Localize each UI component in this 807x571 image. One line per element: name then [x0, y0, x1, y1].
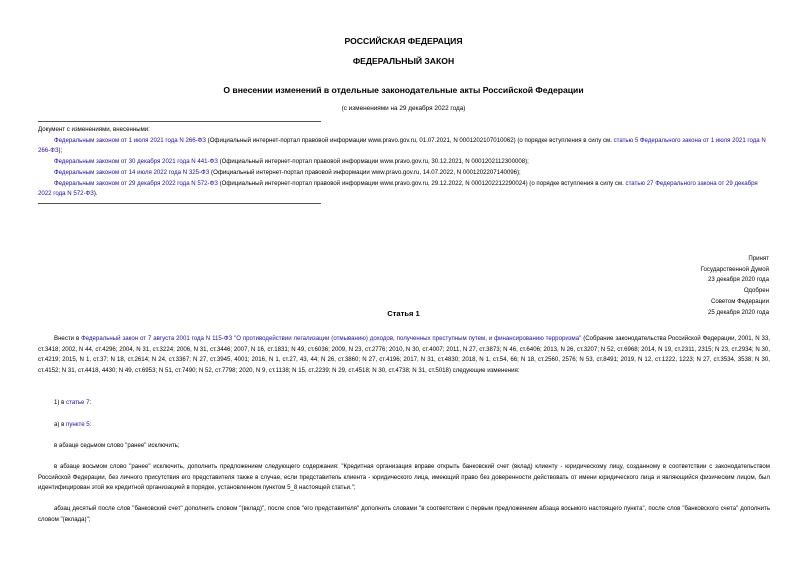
item-text: : [89, 421, 92, 428]
law-115-link[interactable]: Федеральный закон от 7 августа 2001 года N 115-ФЗ "О противодействии легализации (отмыванию) доходов, полученных преступным путем, и финансированию терроризма" [81, 335, 582, 342]
article-item-a [38, 420, 770, 431]
change-item [38, 136, 770, 157]
change-effect-link[interactable]: статью 5 Федерального закона от 1 июля 2021 года N 266-ФЗ [38, 136, 766, 155]
article-abzac-10 [38, 504, 770, 525]
document-title: О внесении изменений в отдельные законодательные акты Российской Федерации [223, 85, 584, 95]
approved-by: Советом Федерации [710, 297, 769, 305]
article-7-link[interactable]: статье 7 [66, 399, 90, 406]
country-heading: РОССИЙСКАЯ ФЕДЕРАЦИЯ [344, 36, 463, 46]
paragraph-text: в абзаце седьмом слово "ранее" исключить; [54, 442, 180, 449]
accepted-label: Принят [748, 255, 769, 262]
change-item [38, 157, 770, 168]
changes-block [38, 125, 770, 200]
divider-top [38, 121, 321, 122]
approved-label: Одобрен [743, 287, 769, 295]
change-link[interactable]: Федеральным законом от 30 декабря 2021 года N 441-ФЗ [54, 158, 218, 166]
divider-bottom [38, 203, 321, 204]
change-text: (Официальный интернет-портал правовой информации www.pravo.gov.ru, 14.07.2022, N 0001202207140096); [209, 168, 521, 176]
change-tail: ); [58, 147, 63, 155]
article-paragraph-1 [38, 334, 770, 377]
paragraph-text: абзац десятый после слов "банковский счет" дополнить словом "(вклад)", после слов "его представителя" дополнить словами "в соответствии с первым предложением абзаца восьмого настоящего пункта", после слов "банковского счета" дополнить словом "(вклада)"; [38, 505, 770, 523]
paragraph-text: в абзаце восьмом слово "ранее" исключить, дополнить предложением следующего содержания: "Кредитная организация вправе открыть банковский счет (вклад) клиенту - юридическому лицу, созданному в соответствии с законодательством Российской Федерации, без личного присутствия его представителя также в случае, если представитель клиента - юридического лица, имеющий право без доверенности действовать от имени юридического лица и являющийся физическим лицом, был идентифицирован этой же кредитной организацией в порядке, установленном пунктом 5_8 настоящей статьи."; [38, 463, 770, 492]
item-text: 1) в [54, 399, 67, 406]
change-link[interactable]: Федеральным законом от 29 декабря 2022 года N 572-ФЗ [54, 179, 218, 187]
change-link[interactable]: Федеральным законом от 1 июля 2021 года N 266-ФЗ [54, 136, 206, 144]
change-item [38, 179, 770, 200]
item-text: а) в [54, 421, 67, 428]
change-tail: ). [93, 190, 98, 198]
law-type-heading: ФЕДЕРАЛЬНЫЙ ЗАКОН [352, 56, 455, 66]
change-text: (Официальный интернет-портал правовой информации www.pravo.gov.ru, 29.12.2022, N 0001202212290024) (о порядке вступления в силу см. [217, 179, 626, 187]
document-subtitle: (с изменениями на 29 декабря 2022 года) [341, 105, 466, 112]
change-item [38, 168, 770, 179]
article-abzac-7 [38, 441, 770, 452]
article-title: Статья 1 [387, 309, 420, 318]
change-text: (Официальный интернет-портал правовой информации www.pravo.gov.ru, 30.12.2021, N 0001202112300008); [217, 158, 529, 166]
accepted-by: Государственной Думой [700, 265, 769, 273]
changes-intro: Документ с изменениями, внесенными: [38, 126, 150, 133]
paragraph-text: (Собрание законодательства Российской Федерации, 2001, N 33, ст.3418; 2002, N 44, ст.4296; 2004, N 31, ст.3224; 2006, N 31, ст.3446; 2007, N 16, ст.1831; N 49, ст.6036; 2009, N 23, ст.2776; 2010, N 30, ст.4007; 2011, N 27, ст.3873; N 46, ст.6406; 2013, N 26, ст.3207; N 52, ст.6968; 2014, N 19, ст.2311, 2315; N 23, ст.2934; N 30, ст.4219; 2015, N 1, ст.37; N 18, ст.2614; N 24, ст.3367; N 27, ст.3945, 4001; 2016, N 1, ст.27, 43, 44; N 26, ст.3860; N 27, ст.4196; 2017, N 31, ст.4830; 2018, N 1, ст.54, 66; N 18, ст.2560, 2576; N 53, ст.8491; 2019, N 12, ст.1222, 1223; N 27, ст.3534, 3538; N 30, ст.4152; N 31, ст.4418, 4430; N 49, ст.6953; N 51, ст.7490; N 52, ст.7798; 2020, N 9, ст.1138; N 15, ст.2239; N 29, ст.4518; N 30, ст.4738; N 31, ст.5018) следующие изменения: [38, 335, 770, 375]
change-link[interactable]: Федеральным законом от 14 июля 2022 года N 325-ФЗ [54, 168, 210, 176]
change-effect-link[interactable]: статью 27 Федерального закона от 29 декабря 2022 года N 572-ФЗ [38, 179, 758, 198]
approved-date: 25 декабря 2020 года [708, 308, 769, 316]
change-text: (Официальный интернет-портал правовой информации www.pravo.gov.ru, 01.07.2021, N 0001202107010062) (о порядке вступления в силу см. [205, 136, 614, 144]
point-5-link[interactable]: пункте 5 [66, 421, 90, 428]
item-text: : [89, 399, 92, 406]
accepted-date: 23 декабря 2020 года [708, 276, 769, 284]
article-item-1 [38, 398, 770, 409]
paragraph-text: Внести в [54, 335, 82, 342]
article-abzac-8 [38, 462, 770, 494]
